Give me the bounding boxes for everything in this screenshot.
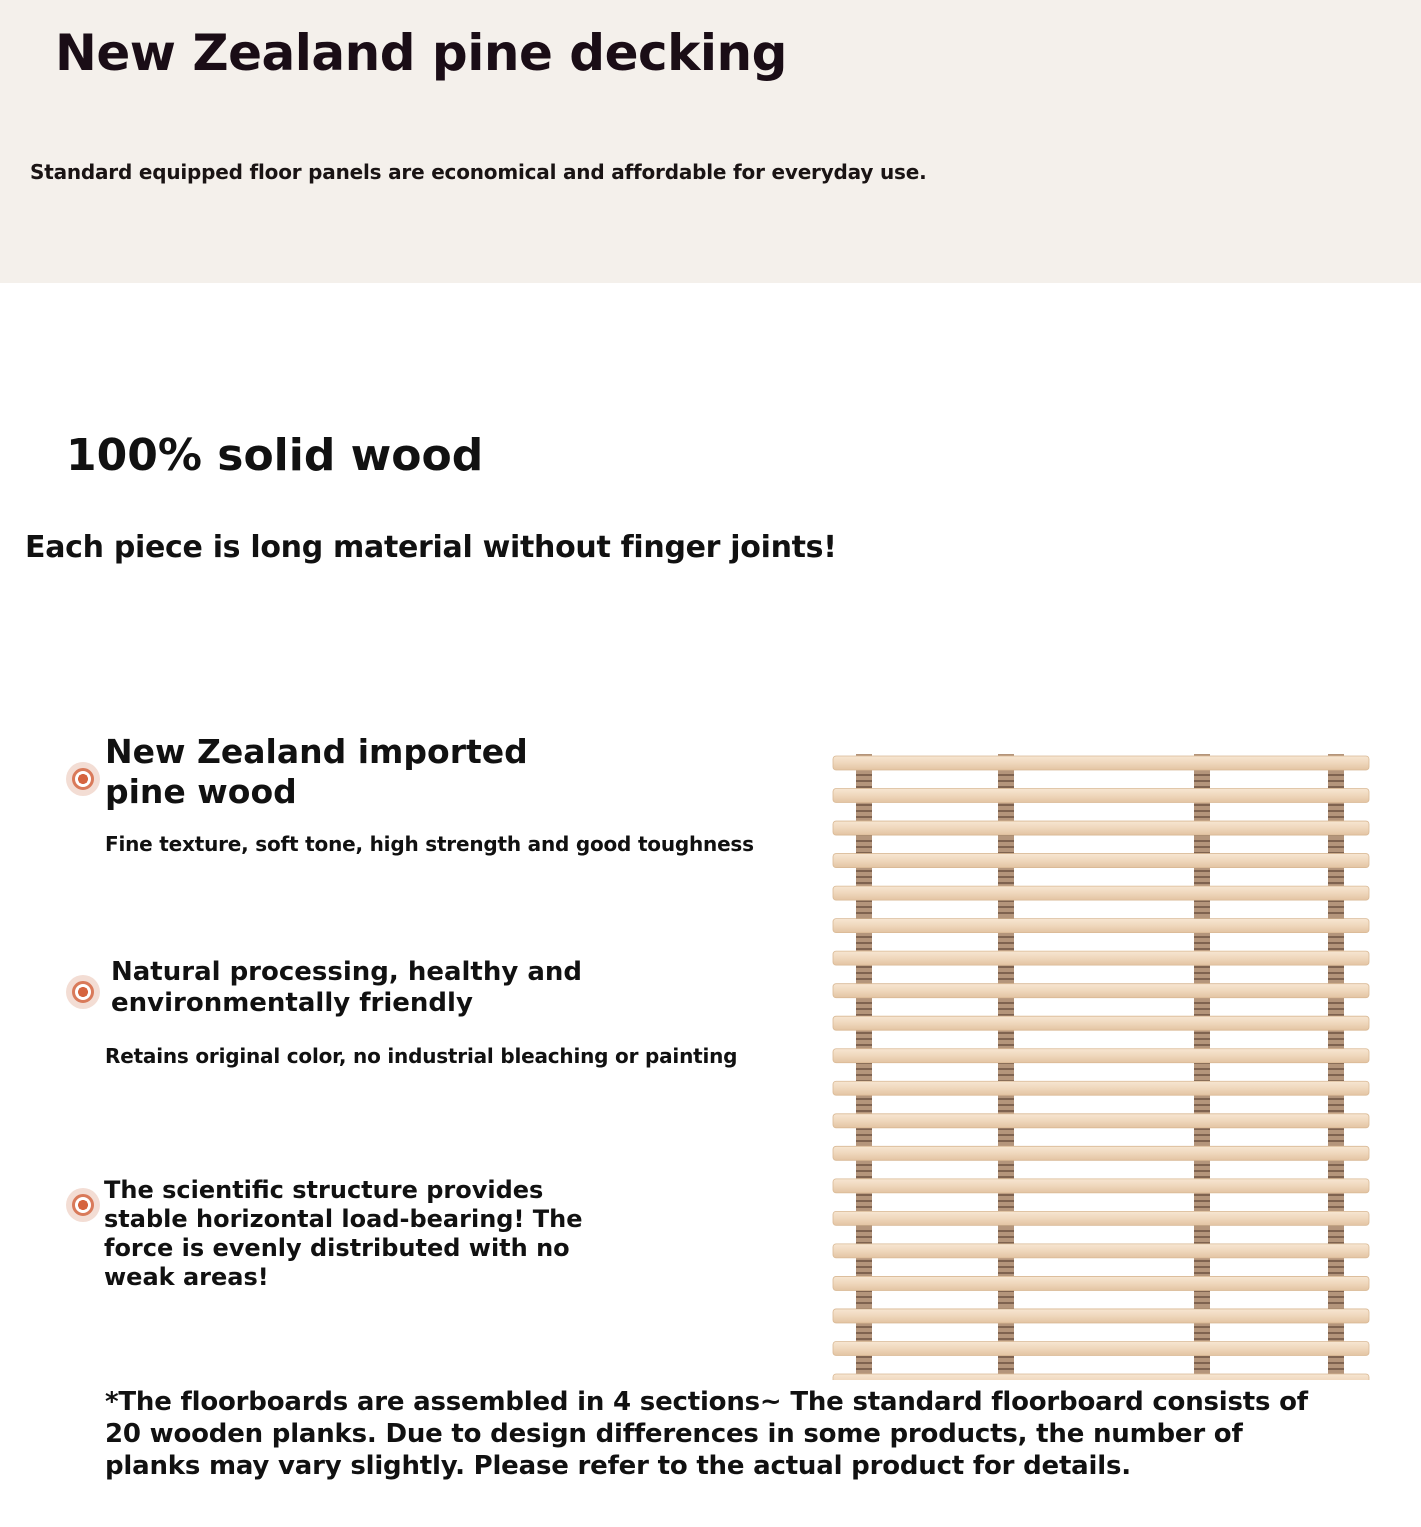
section-subheading: Each piece is long material without finger joints! bbox=[25, 530, 837, 565]
deck-plank bbox=[833, 1179, 1369, 1193]
section-heading: 100% solid wood bbox=[66, 430, 484, 481]
page-subtitle: Standard equipped floor panels are economical and affordable for everyday use. bbox=[30, 160, 927, 184]
deck-plank bbox=[833, 1211, 1369, 1225]
assembly-note: *The floorboards are assembled in 4 sections~ The standard floorboard consists of 20 wooden planks. Due to design differences in some products, the number of planks may vary slightly. Please refer to the actual product for details. bbox=[105, 1387, 1308, 1481]
feature-title-line: Natural processing, healthy and bbox=[111, 957, 583, 987]
deck-plank bbox=[833, 1016, 1369, 1030]
deck-plank bbox=[833, 984, 1369, 998]
feature-description: Retains original color, no industrial bleaching or painting bbox=[105, 1044, 738, 1068]
deck-plank bbox=[833, 1146, 1369, 1160]
radio-bullet-icon bbox=[66, 762, 100, 796]
deck-drawing bbox=[832, 752, 1370, 1380]
deck-plank bbox=[833, 1114, 1369, 1128]
feature-title bbox=[111, 957, 582, 1019]
radio-bullet-icon bbox=[66, 975, 100, 1009]
pine-deck-illustration bbox=[832, 752, 1370, 1380]
deck-plank bbox=[833, 854, 1369, 868]
feature-title bbox=[104, 1176, 583, 1292]
feature-title-line: stable horizontal load-bearing! The bbox=[104, 1205, 583, 1233]
feature-description: Fine texture, soft tone, high strength and good toughness bbox=[105, 832, 754, 856]
deck-plank bbox=[833, 1341, 1369, 1355]
feature-title-line: pine wood bbox=[105, 772, 297, 811]
deck-plank bbox=[833, 1374, 1369, 1380]
deck-plank bbox=[833, 919, 1369, 933]
deck-plank bbox=[833, 1309, 1369, 1323]
radio-bullet-icon bbox=[66, 1188, 100, 1222]
feature-title-line: New Zealand imported bbox=[105, 732, 528, 771]
deck-plank bbox=[833, 1081, 1369, 1095]
feature-title-line: weak areas! bbox=[104, 1263, 269, 1291]
feature-title-line: force is evenly distributed with no bbox=[104, 1234, 570, 1262]
deck-plank bbox=[833, 951, 1369, 965]
feature-title bbox=[105, 732, 528, 812]
page-title: New Zealand pine decking bbox=[55, 24, 787, 82]
deck-plank bbox=[833, 756, 1369, 770]
deck-plank bbox=[833, 1049, 1369, 1063]
deck-plank bbox=[833, 789, 1369, 803]
header-band bbox=[0, 0, 1421, 283]
deck-plank bbox=[833, 1244, 1369, 1258]
feature-title-line: The scientific structure provides bbox=[104, 1176, 544, 1204]
deck-plank bbox=[833, 1276, 1369, 1290]
deck-plank bbox=[833, 821, 1369, 835]
feature-title-line: environmentally friendly bbox=[111, 988, 473, 1018]
deck-plank bbox=[833, 886, 1369, 900]
